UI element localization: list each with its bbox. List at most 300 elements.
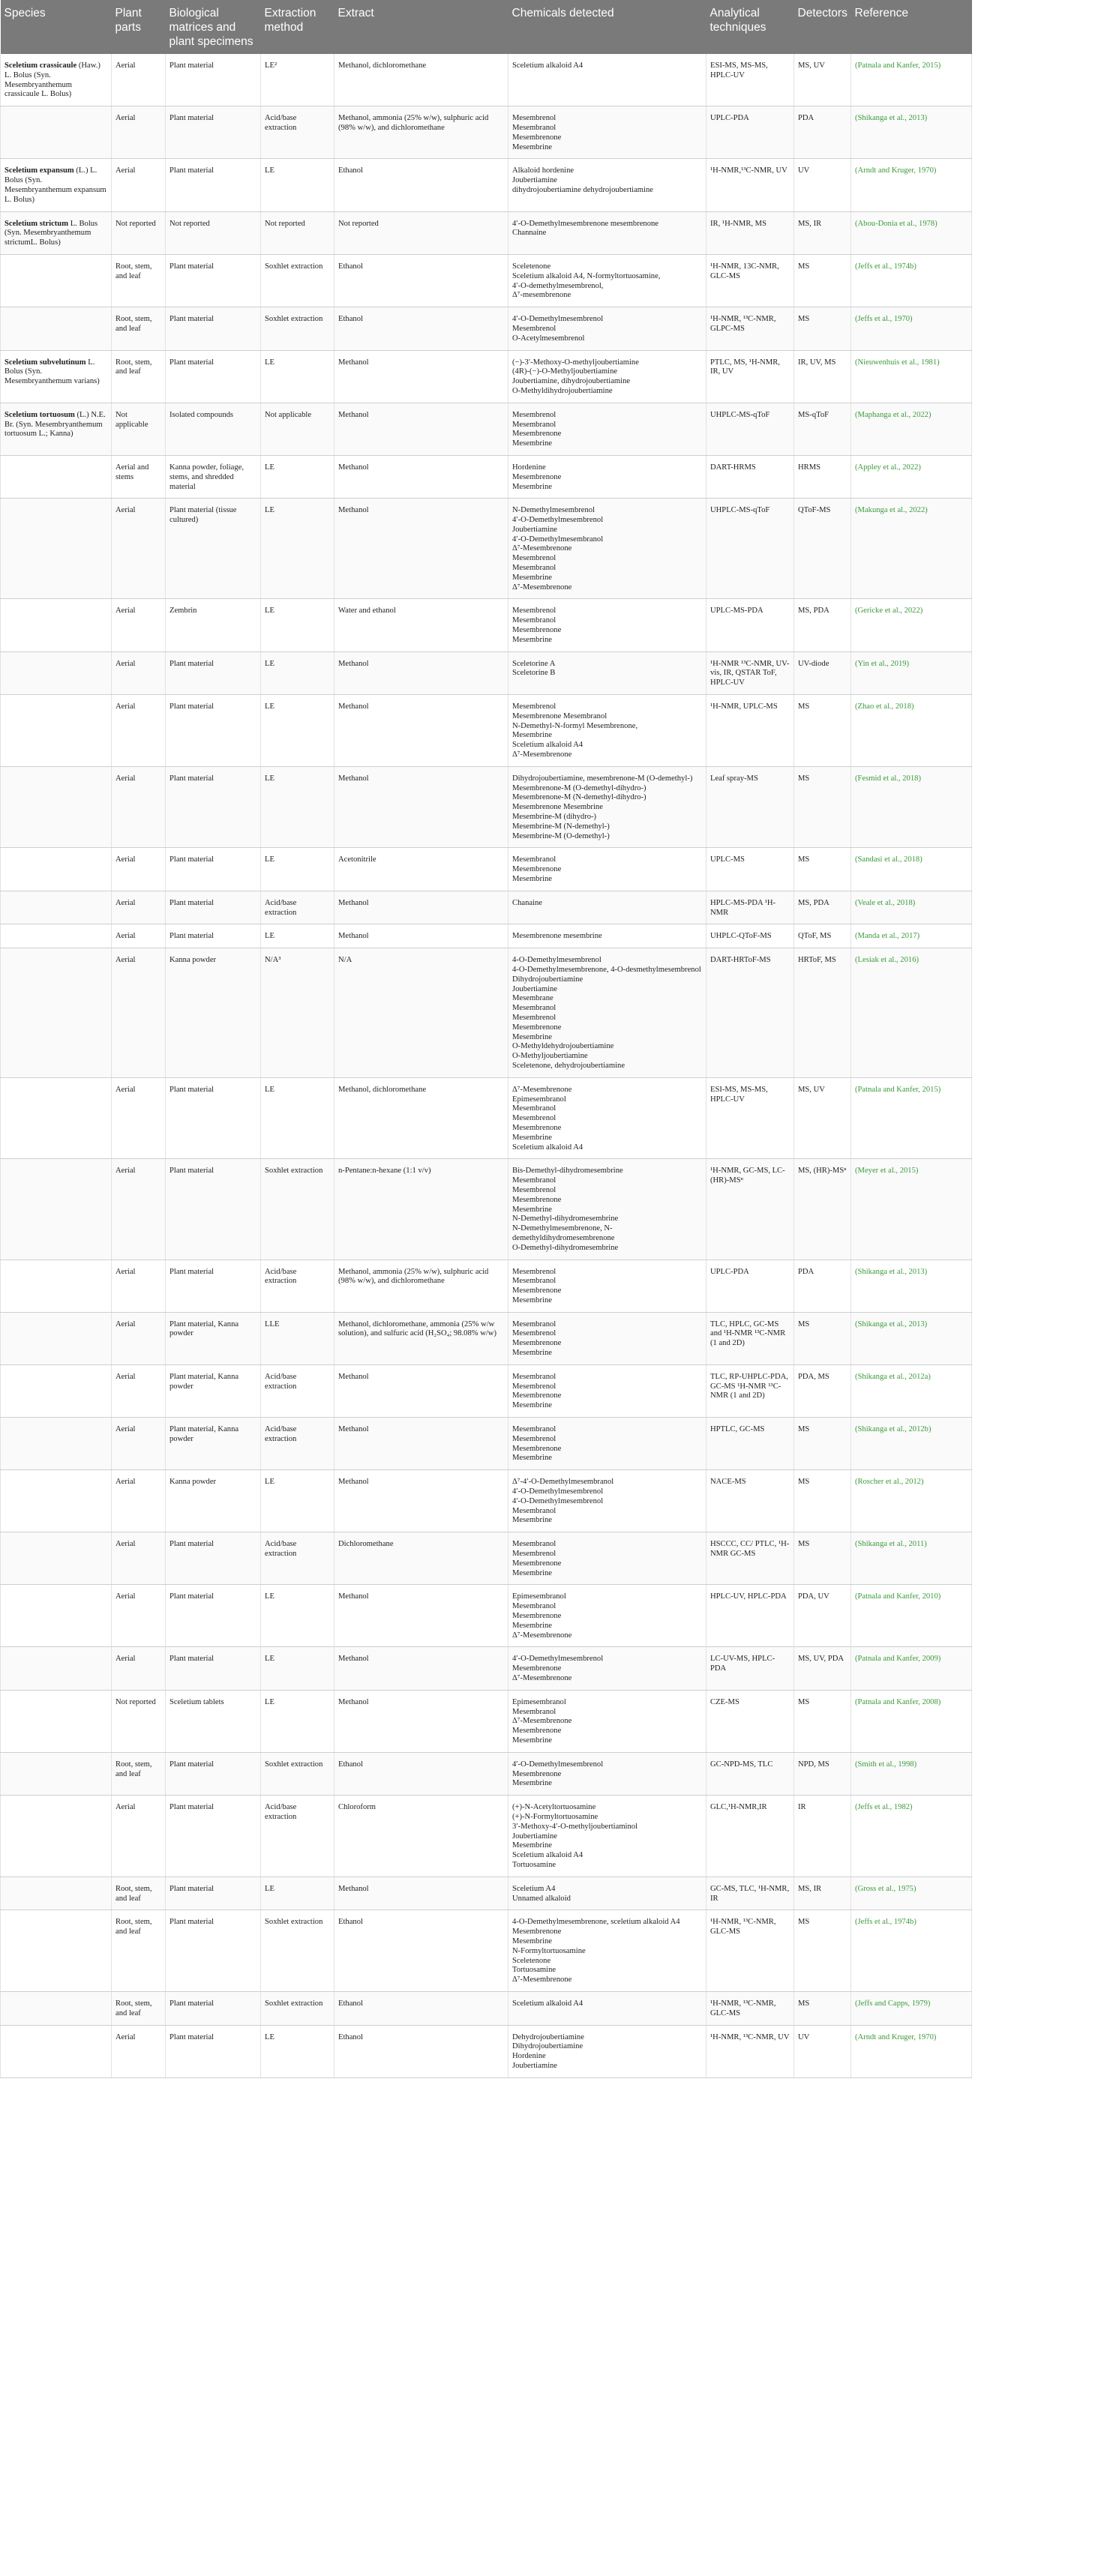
cell-plant-parts: Aerial [112, 1364, 166, 1417]
reference-link[interactable]: (Meyer et al., 2015) [855, 1167, 919, 1176]
cell-extract: Methanol, ammonia (25% w/w), sulphuric acid (98% w/w), and dichloromethane [334, 106, 508, 159]
chemical-item: Mesembrine [512, 1568, 552, 1577]
chemical-item: Mesembrenol [512, 554, 556, 563]
cell-biological-matrix: Plant material [166, 350, 261, 403]
chemical-item: Mesembranol [512, 1372, 556, 1381]
cell-plant-parts: Aerial [112, 599, 166, 651]
reference-link[interactable]: (Jeffs et al., 1974b) [855, 1918, 916, 1927]
chemical-item: O-Demethyl-dihydromesembrine [512, 1243, 619, 1252]
chemical-item: Mesembrenol [512, 607, 556, 616]
chemical-item: Δ⁷-Mesembrenone [512, 750, 572, 759]
cell-extract: Methanol [334, 1364, 508, 1417]
chemical-item: Mesembranol [512, 1425, 556, 1434]
cell-detectors: MS, UV [794, 54, 851, 106]
chemical-item: Mesembrenone [512, 472, 562, 481]
chemical-item: Mesembrenone [512, 1195, 562, 1204]
chemical-item: Mesembrine [512, 142, 552, 151]
chemical-item: Sceletium alkaloid A4 [512, 1999, 584, 2008]
table-row [1, 106, 972, 159]
cell-detectors: HRToF, MS [794, 948, 851, 1078]
species-authority: L. Bolus (Syn. Mesembryanthemum varians) [4, 358, 100, 386]
chemical-item: Epimesembranol [512, 1592, 566, 1601]
cell-plant-parts: Aerial [112, 948, 166, 1078]
reference-link[interactable]: (Maphanga et al., 2022) [855, 410, 932, 419]
reference-link[interactable]: (Makunga et al., 2022) [855, 506, 928, 515]
cell-analytical-techniques: UPLC-PDA [706, 1260, 794, 1312]
cell-chemicals-detected [508, 1910, 706, 1992]
cell-species [1, 1877, 112, 1910]
reference-link[interactable]: (Manda et al., 2017) [855, 932, 920, 941]
table-row [1, 1910, 972, 1992]
chemical-item: Δ⁷-Mesembrenone [512, 1085, 572, 1094]
cell-detectors: MS, IR [794, 211, 851, 254]
chemical-item: Mesembrenone [512, 133, 562, 142]
table-row [1, 1470, 972, 1532]
cell-biological-matrix: Plant material [166, 1532, 261, 1585]
chemical-item: Mesembrenol [512, 1185, 556, 1194]
table-row [1, 1752, 972, 1795]
cell-extract: Ethanol [334, 1752, 508, 1795]
chemical-item: Mesembrine [512, 635, 552, 644]
cell-reference [851, 499, 972, 599]
cell-reference [851, 159, 972, 211]
cell-detectors: MS [794, 695, 851, 767]
reference-link[interactable]: (Shikanga et al., 2012b) [855, 1425, 932, 1434]
reference-link[interactable]: (Zhao et al., 2018) [855, 702, 914, 711]
table-row [1, 1159, 972, 1260]
column-header-biological-matrices: Biological matrices and plant specimens [166, 0, 261, 54]
cell-detectors: MS, (HR)-MSⁿ [794, 1159, 851, 1260]
cell-detectors: QToF-MS [794, 499, 851, 599]
table-row [1, 948, 972, 1078]
table-row [1, 1364, 972, 1417]
chemical-item: Mesembranol [512, 1104, 556, 1113]
cell-detectors: MS [794, 254, 851, 307]
cell-extraction-method: Soxhlet extraction [261, 254, 334, 307]
column-header-species: Species [1, 0, 112, 54]
reference-link[interactable]: (Jeffs et al., 1974b) [855, 262, 916, 271]
chemical-item: Tortuosamine [512, 1860, 556, 1869]
chemical-item: (−)-3′-Methoxy-O-methyljoubertiamine [512, 358, 639, 367]
chemical-item: Mesembrine [512, 573, 552, 582]
chemical-item: Mesembrenone-M (O-demethyl-dihydro-) [512, 783, 646, 792]
cell-extraction-method: LE [261, 1647, 334, 1690]
reference-link[interactable]: (Jeffs and Capps, 1979) [855, 1999, 931, 2008]
cell-analytical-techniques: ESI-MS, MS-MS, HPLC-UV [706, 1077, 794, 1159]
table-row [1, 848, 972, 891]
reference-link[interactable]: (Appley et al., 2022) [855, 463, 921, 472]
cell-detectors: MS [794, 1991, 851, 2025]
chemical-item: Mesembrenone [512, 1287, 562, 1295]
reference-link[interactable]: (Patnala and Kanfer, 2010) [855, 1592, 941, 1601]
cell-species [1, 1991, 112, 2025]
chemical-item: Mesembranol [512, 420, 556, 429]
chemical-item: 4′-O-Demethylmesembrenol [512, 315, 604, 324]
cell-extraction-method: Soxhlet extraction [261, 1991, 334, 2025]
cell-extract: Acetonitrile [334, 848, 508, 891]
chemical-item: Mesembrine [512, 1621, 552, 1630]
cell-species [1, 1752, 112, 1795]
chemical-item: Sceletenone [512, 1956, 551, 1965]
reference-link[interactable]: (Shikanga et al., 2012a) [855, 1372, 931, 1381]
chemical-item: Mesembrenol [512, 1329, 556, 1338]
cell-chemicals-detected [508, 350, 706, 403]
chemical-item: 4-O-Demethylmesembrenone, 4-O-desmethylmesembrenol [512, 965, 701, 974]
cell-analytical-techniques: TLC, HPLC, GC-MS and ¹H-NMR ¹³C-NMR (1 and 2D) [706, 1312, 794, 1364]
cell-detectors: PDA, UV [794, 1585, 851, 1647]
cell-reference [851, 307, 972, 350]
reference-link[interactable]: (Smith et al., 1998) [855, 1760, 917, 1769]
cell-analytical-techniques: UPLC-PDA [706, 106, 794, 159]
cell-extraction-method: N/A³ [261, 948, 334, 1078]
species-authority: L. Bolus (Syn. Mesembryanthemum strictumL. Bolus) [4, 219, 98, 247]
cell-reference [851, 948, 972, 1078]
chemical-item: Mesembranol [512, 855, 556, 864]
chemical-item: Sceletium alkaloid A4 [512, 741, 584, 750]
cell-plant-parts: Root, stem, and leaf [112, 254, 166, 307]
table-row [1, 599, 972, 651]
cell-biological-matrix: Plant material [166, 1159, 261, 1260]
cell-reference [851, 1260, 972, 1312]
cell-biological-matrix: Plant material [166, 2025, 261, 2077]
reference-link[interactable]: (Lesiak et al., 2016) [855, 956, 920, 965]
cell-species [1, 766, 112, 848]
table-row [1, 1532, 972, 1585]
cell-extract: Methanol, dichloromethane, ammonia (25% w/w solution), and sulfuric acid (H₂SO₄; 98.08% w/w) [334, 1312, 508, 1364]
reference-link[interactable]: (Gericke et al., 2022) [855, 607, 923, 616]
chemical-item: Joubertiamine [512, 1832, 558, 1841]
chemical-item: Mesembrenone [512, 626, 562, 635]
table-row [1, 695, 972, 767]
chemical-item: Mesembrenone [512, 1391, 562, 1400]
chemical-item: Dihydrojoubertiamine [512, 2042, 584, 2051]
reference-link[interactable]: (Gross et al., 1975) [855, 1884, 916, 1893]
cell-detectors: MS [794, 1532, 851, 1585]
reference-link[interactable]: (Patnala and Kanfer, 2015) [855, 1085, 941, 1094]
cell-detectors: MS, UV [794, 1077, 851, 1159]
chemical-item: Mesembrine [512, 1133, 552, 1142]
chemical-item: Δ⁷-Mesembrenone [512, 1674, 572, 1682]
cell-species [1, 1690, 112, 1752]
cell-analytical-techniques: NACE-MS [706, 1470, 794, 1532]
cell-detectors: MS [794, 1690, 851, 1752]
chemical-item: Mesembrenone mesembrine [512, 932, 602, 941]
chemical-item: O-Acetylmesembrenol [512, 334, 585, 343]
table-row [1, 766, 972, 848]
cell-detectors: NPD, MS [794, 1752, 851, 1795]
cell-extract: Methanol [334, 695, 508, 767]
chemical-item: Mesembrenone [512, 1559, 562, 1568]
table-row [1, 159, 972, 211]
cell-chemicals-detected [508, 499, 706, 599]
cell-plant-parts: Aerial [112, 1418, 166, 1470]
cell-reference [851, 455, 972, 498]
table-row [1, 891, 972, 924]
chemical-item: Mesembrine-M (O-demethyl-) [512, 831, 610, 840]
chemical-item: Mesembrenol [512, 1434, 556, 1443]
cell-chemicals-detected [508, 106, 706, 159]
cell-extraction-method: LE [261, 924, 334, 948]
reference-link[interactable]: (Patnala and Kanfer, 2009) [855, 1655, 941, 1664]
cell-reference [851, 106, 972, 159]
cell-detectors: MS, UV, PDA [794, 1647, 851, 1690]
cell-detectors: PDA, MS [794, 1364, 851, 1417]
chemical-item: Mesembrenone [512, 1444, 562, 1453]
chemical-item: Mesembranol [512, 616, 556, 625]
cell-chemicals-detected [508, 455, 706, 498]
reference-link[interactable]: (Arndt and Kruger, 1970) [855, 166, 937, 175]
cell-species [1, 350, 112, 403]
cell-extract: Methanol [334, 924, 508, 948]
cell-chemicals-detected [508, 159, 706, 211]
cell-reference [851, 1585, 972, 1647]
cell-species [1, 891, 112, 924]
cell-extraction-method: LE [261, 766, 334, 848]
cell-biological-matrix: Sceletium tablets [166, 1690, 261, 1752]
cell-detectors: MS [794, 848, 851, 891]
chemical-item: Mesembrenol [512, 324, 556, 333]
cell-extract: Methanol [334, 499, 508, 599]
cell-plant-parts: Not reported [112, 1690, 166, 1752]
cell-biological-matrix: Plant material [166, 651, 261, 694]
cell-analytical-techniques: IR, ¹H-NMR, MS [706, 211, 794, 254]
cell-chemicals-detected [508, 1364, 706, 1417]
cell-analytical-techniques: ¹H-NMR,¹³C-NMR, UV [706, 159, 794, 211]
reference-link[interactable]: (Roscher et al., 2012) [855, 1478, 924, 1487]
cell-analytical-techniques: PTLC, MS, ¹H-NMR, IR, UV [706, 350, 794, 403]
chemical-item: 4′-O-Demethylmesembrenone mesembrenone [512, 219, 658, 228]
cell-biological-matrix: Plant material [166, 848, 261, 891]
species-name: Sceletium expansum [4, 166, 74, 175]
reference-link[interactable]: (Shikanga et al., 2011) [855, 1540, 927, 1549]
cell-species [1, 651, 112, 694]
cell-reference [851, 1077, 972, 1159]
cell-extract: Water and ethanol [334, 599, 508, 651]
chemical-item: Mesembrine-M (dihydro-) [512, 813, 597, 822]
cell-extraction-method: Acid/base extraction [261, 1364, 334, 1417]
reference-link[interactable]: (Nieuwenhuis et al., 1981) [855, 358, 940, 367]
cell-chemicals-detected [508, 1418, 706, 1470]
cell-extraction-method: LE [261, 499, 334, 599]
cell-species [1, 1364, 112, 1417]
chemical-item: Mesembrine [512, 1401, 552, 1410]
cell-analytical-techniques: DART-HRToF-MS [706, 948, 794, 1078]
cell-biological-matrix: Kanna powder [166, 1470, 261, 1532]
cell-biological-matrix: Plant material [166, 54, 261, 106]
cell-chemicals-detected [508, 651, 706, 694]
chemical-item: Sceletium A4 [512, 1884, 556, 1893]
cell-plant-parts: Aerial [112, 1532, 166, 1585]
cell-reference [851, 403, 972, 455]
reference-link[interactable]: (Shikanga et al., 2013) [855, 114, 928, 123]
cell-extract: Methanol [334, 1690, 508, 1752]
cell-detectors: MS [794, 307, 851, 350]
chemical-item: Mesembrenone [512, 865, 562, 874]
chemical-item: Sceletium alkaloid A4 [512, 61, 584, 70]
chemical-item: Δ⁷-4′-O-Demethylmesembranol [512, 1478, 614, 1487]
cell-extract: Ethanol [334, 254, 508, 307]
cell-extract: Methanol [334, 350, 508, 403]
cell-chemicals-detected [508, 1752, 706, 1795]
table-row [1, 403, 972, 455]
chemical-item: Mesembrenol [512, 114, 556, 123]
chemical-item: Mesembrenol [512, 1114, 556, 1123]
chemical-item: Mesembrine [512, 1349, 552, 1358]
cell-analytical-techniques: GLC,¹H-NMR,IR [706, 1796, 794, 1877]
reference-link[interactable]: (Patnala and Kanfer, 2015) [855, 61, 941, 70]
chemical-item: Chanaine [512, 898, 543, 907]
cell-extraction-method: Acid/base extraction [261, 106, 334, 159]
chemical-item: Δ⁷-Mesembrenone [512, 583, 572, 592]
cell-reference [851, 1312, 972, 1364]
chemical-item: Mesembrine [512, 1779, 552, 1788]
cell-species [1, 1159, 112, 1260]
cell-plant-parts: Aerial [112, 1260, 166, 1312]
chemical-item: Mesembrenone [512, 1769, 562, 1778]
cell-extraction-method: Not reported [261, 211, 334, 254]
reference-link[interactable]: (Arndt and Kruger, 1970) [855, 2032, 937, 2041]
cell-chemicals-detected [508, 1585, 706, 1647]
chemical-item: Bis-Demethyl-dihydromesembrine [512, 1167, 623, 1176]
cell-analytical-techniques: GC-NPD-MS, TLC [706, 1752, 794, 1795]
cell-species [1, 54, 112, 106]
cell-extraction-method: LE [261, 651, 334, 694]
cell-plant-parts: Aerial [112, 651, 166, 694]
chemical-item: 4-O-Demethylmesembrenol [512, 956, 602, 965]
cell-analytical-techniques: LC-UV-MS, HPLC-PDA [706, 1647, 794, 1690]
cell-detectors: PDA [794, 106, 851, 159]
cell-plant-parts: Aerial [112, 106, 166, 159]
cell-reference [851, 1690, 972, 1752]
reference-link[interactable]: (Veale et al., 2018) [855, 898, 916, 907]
cell-species [1, 1418, 112, 1470]
reference-link[interactable]: (Sandasi et al., 2018) [855, 855, 922, 864]
chemical-item: O-Methyldehydrojoubertiamine [512, 1042, 614, 1051]
cell-chemicals-detected [508, 1647, 706, 1690]
cell-chemicals-detected [508, 1312, 706, 1364]
cell-plant-parts: Root, stem, and leaf [112, 350, 166, 403]
cell-analytical-techniques: TLC, RP-UHPLC-PDA, GC-MS ¹H-NMR ¹³C-NMR (1 and 2D) [706, 1364, 794, 1417]
table-row [1, 1260, 972, 1312]
table-header-row [1, 0, 972, 54]
reference-link[interactable]: (Shikanga et al., 2013) [855, 1267, 928, 1276]
cell-detectors: MS [794, 1910, 851, 1992]
chemical-item: Sceletium alkaloid A4 [512, 1143, 584, 1152]
cell-extraction-method: LE [261, 1877, 334, 1910]
cell-plant-parts: Root, stem, and leaf [112, 307, 166, 350]
cell-chemicals-detected [508, 948, 706, 1078]
cell-extraction-method: LE [261, 1690, 334, 1752]
chemical-item: Mesembrine [512, 1841, 552, 1850]
chemical-item: N-Formyltortuosamine [512, 1946, 586, 1955]
cell-species [1, 1077, 112, 1159]
cell-analytical-techniques: DART-HRMS [706, 455, 794, 498]
cell-species [1, 924, 112, 948]
cell-biological-matrix: Plant material [166, 1752, 261, 1795]
cell-biological-matrix: Plant material, Kanna powder [166, 1312, 261, 1364]
cell-extract: n-Pentane:n-hexane (1:1 v/v) [334, 1159, 508, 1260]
cell-extraction-method: LE [261, 1470, 334, 1532]
cell-extraction-method: Not applicable [261, 403, 334, 455]
cell-extraction-method: LE² [261, 54, 334, 106]
cell-reference [851, 1991, 972, 2025]
column-header-reference: Reference [851, 0, 972, 54]
reference-link[interactable]: (Patnala and Kanfer, 2008) [855, 1697, 941, 1706]
cell-biological-matrix: Plant material [166, 1796, 261, 1877]
chemical-item: Dehydrojoubertiamine [512, 2032, 584, 2041]
reference-link[interactable]: (Jeffs et al., 1970) [855, 315, 913, 324]
cell-biological-matrix: Kanna powder [166, 948, 261, 1078]
chemical-item: Mesembranol [512, 1707, 556, 1716]
chemical-item: Mesembrenone Mesembrine [512, 803, 603, 812]
chemical-item: Mesembrenol [512, 1267, 556, 1276]
cell-biological-matrix: Kanna powder, foliage, stems, and shredded material [166, 455, 261, 498]
chemical-item: Δ⁷-mesembrenone [512, 291, 572, 300]
chemical-item: Epimesembranol [512, 1697, 566, 1706]
chemical-item: Joubertiamine [512, 984, 558, 993]
cell-chemicals-detected [508, 54, 706, 106]
cell-chemicals-detected [508, 307, 706, 350]
chemical-item: O-Methyldihydrojoubertiamine [512, 386, 613, 395]
cell-plant-parts: Aerial [112, 2025, 166, 2077]
chemical-item: Mesembrine [512, 439, 552, 448]
cell-biological-matrix: Plant material [166, 1077, 261, 1159]
cell-species [1, 1585, 112, 1647]
cell-extract: Methanol [334, 403, 508, 455]
cell-species [1, 1312, 112, 1364]
cell-detectors: MS [794, 1312, 851, 1364]
chemical-item: 4′-O-Demethylmesembrenol [512, 1655, 604, 1664]
cell-species [1, 1532, 112, 1585]
cell-biological-matrix: Plant material (tissue cultured) [166, 499, 261, 599]
cell-extraction-method: LE [261, 2025, 334, 2077]
cell-reference [851, 891, 972, 924]
cell-chemicals-detected [508, 599, 706, 651]
chemical-item: N-Demethylmesembrenone, N-demethyldihydromesembrenone [512, 1224, 615, 1242]
cell-extract: N/A [334, 948, 508, 1078]
chemical-item: Mesembrenol [512, 1550, 556, 1559]
table-row [1, 211, 972, 254]
reference-link[interactable]: (Shikanga et al., 2013) [855, 1319, 928, 1328]
chemical-item: Mesembrenone [512, 1123, 562, 1132]
chemical-item: O-Methyljoubertiamine [512, 1052, 588, 1061]
cell-reference [851, 254, 972, 307]
table-row [1, 1647, 972, 1690]
chemical-item: Joubertiamine [512, 525, 558, 534]
cell-plant-parts: Root, stem, and leaf [112, 1877, 166, 1910]
chemical-item: Mesembrine [512, 1936, 552, 1945]
chemical-item: (+)-N-Formyltortuosamine [512, 1812, 598, 1821]
cell-extract: Methanol, ammonia (25% w/w), sulphuric acid (98% w/w), and dichloromethane [334, 1260, 508, 1312]
reference-link[interactable]: (Fesmid et al., 2018) [855, 774, 921, 783]
cell-biological-matrix: Plant material [166, 307, 261, 350]
chemical-item: Mesembranol [512, 564, 556, 573]
cell-detectors: MS [794, 1470, 851, 1532]
chemical-item: 4′-O-Demethylmesembrenol [512, 1487, 604, 1496]
cell-chemicals-detected [508, 1877, 706, 1910]
cell-extract: Methanol, dichloromethane [334, 54, 508, 106]
cell-chemicals-detected [508, 695, 706, 767]
chemical-item: Mesembrine [512, 1032, 552, 1041]
reference-link[interactable]: (Yin et al., 2019) [855, 659, 910, 668]
table-body [1, 54, 972, 2077]
chemical-item: Mesembrine [512, 1295, 552, 1304]
reference-link[interactable]: (Abou-Donia et al., 1978) [855, 219, 938, 228]
cell-chemicals-detected [508, 1991, 706, 2025]
cell-plant-parts: Aerial [112, 766, 166, 848]
reference-link[interactable]: (Jeffs et al., 1982) [855, 1803, 913, 1812]
chemical-item: N-Demethyl-N-formyl Mesembrenone, [512, 721, 638, 730]
